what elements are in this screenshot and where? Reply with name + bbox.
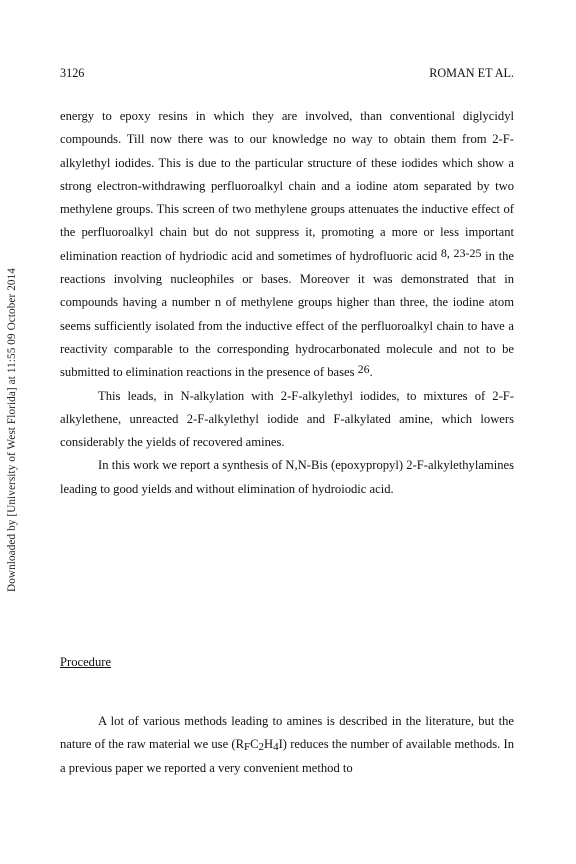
procedure-text-c: C (250, 737, 259, 752)
procedure-text-a: A lot of various methods leading to amines is described in the literature, but the nature of the raw material we use (R (60, 714, 514, 752)
subscript-4: 4 (273, 741, 279, 754)
download-watermark: Downloaded by [University of West Florida] at 11:55 09 October 2014 (6, 268, 18, 592)
paragraph-3: In this work we report a synthesis of N,N-Bis (epoxypropyl) 2-F-alkylethylamines leading to good yields and without elimination of hydroiodic acid. (60, 458, 514, 496)
paragraph-2: This leads, in N-alkylation with 2-F-alkylethyl iodides, to mixtures of 2-F-alkylethene, unreacted 2-F-alkylethyl iodide and F-alkylated amine, which lowers considerably the yields of recovered amines. (60, 388, 514, 450)
page-number: 3126 (60, 66, 85, 80)
paragraph-1-text-b: in the reactions involving nucleophiles or bases. Moreover it was demonstrated that in compounds having a number n of methylene groups higher than three, the iodine atom seems sufficiently isolated from the inductive effect of the perfluoroalkyl chain to have a reactivity comparable to the corresponding hydrocarbonated molecule and not to be submitted to elimination reactions in the presence of bases (60, 248, 514, 380)
section-heading: Procedure (60, 655, 112, 669)
running-head: ROMAN ET AL. (429, 66, 514, 80)
subscript-f: F (243, 741, 251, 754)
reference-superscript-1: 8, 23-25 (440, 245, 482, 260)
subscript-2: 2 (258, 741, 264, 754)
procedure-text (60, 710, 514, 780)
body-text (60, 105, 514, 501)
paragraph-1 (60, 105, 514, 385)
procedure-paragraph (60, 710, 514, 780)
paragraph-1-text-a: energy to epoxy resins in which they are involved, than conventional diglycidyl compounds. Till now there was to our knowledge no way to obtain them from 2-F-alkylethyl iodides. This is due to the particular structure of these iodides which show a strong electron-withdrawing perfluoroalkyl chain and a iodine atom separated by two methylene groups. This screen of two methylene groups attenuates the inductive effect of the perfluoroalkyl chain but do not suppress it, promoting a more or less important elimination reaction of hydriodic acid and sometimes of hydrofluoric acid (60, 109, 514, 263)
reference-superscript-2: 26 (357, 362, 370, 377)
paragraph-1-text-c: . (369, 365, 373, 380)
procedure-text-h: H (264, 737, 274, 752)
procedure-text-i: I) reduces the number of available methods. In a previous paper we reported a very convenient method to (60, 737, 514, 775)
